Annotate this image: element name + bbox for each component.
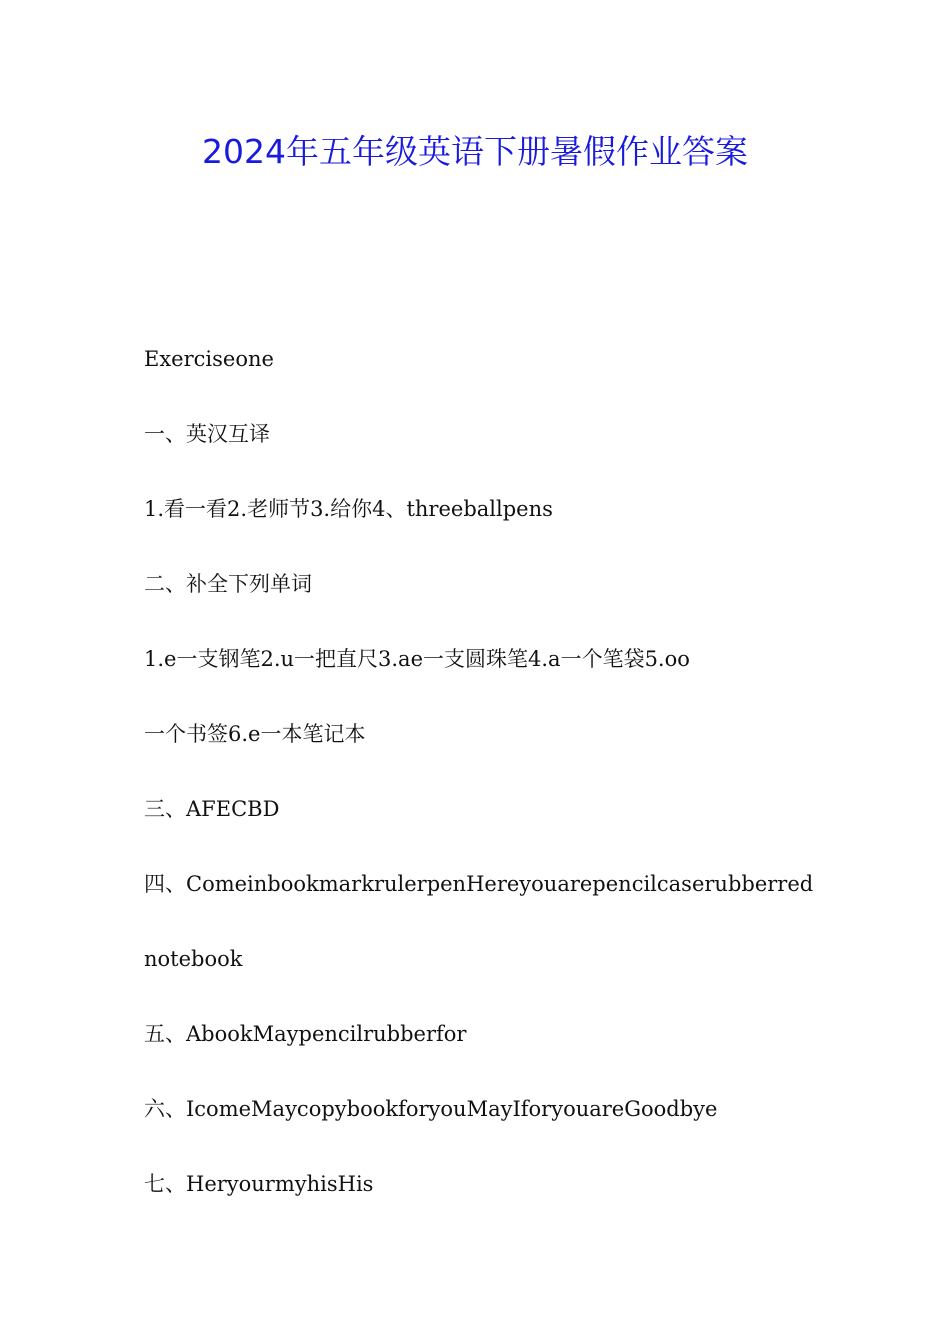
text-line: 二、补全下列单词 (144, 572, 312, 596)
text-line: 1.看一看2.老师节3.给你4、threeballpens (144, 497, 553, 521)
text-line: Exerciseone (144, 347, 274, 371)
text-line: 七、HeryourmyhisHis (144, 1172, 374, 1196)
text-line: 三、AFECBD (144, 797, 280, 821)
document-title: 2024年五年级英语下册暑假作业答案 (202, 132, 748, 171)
text-line: notebook (144, 947, 243, 971)
text-line: 五、AbookMaypencilrubberfor (144, 1022, 467, 1046)
document-body (144, 336, 824, 1236)
text-line: 一、英汉互译 (144, 422, 270, 446)
text-line: 一个书签6.e一本笔记本 (144, 722, 366, 746)
text-line: 六、IcomeMaycopybookforyouMayIforyouareGoodbye (144, 1097, 718, 1121)
text-line: 四、ComeinbookmarkrulerpenHereyouarepencilcaserubberred (144, 872, 814, 896)
text-line: 1.e一支钢笔2.u一把直尺3.ae一支圆珠笔4.a一个笔袋5.oo (144, 647, 690, 671)
